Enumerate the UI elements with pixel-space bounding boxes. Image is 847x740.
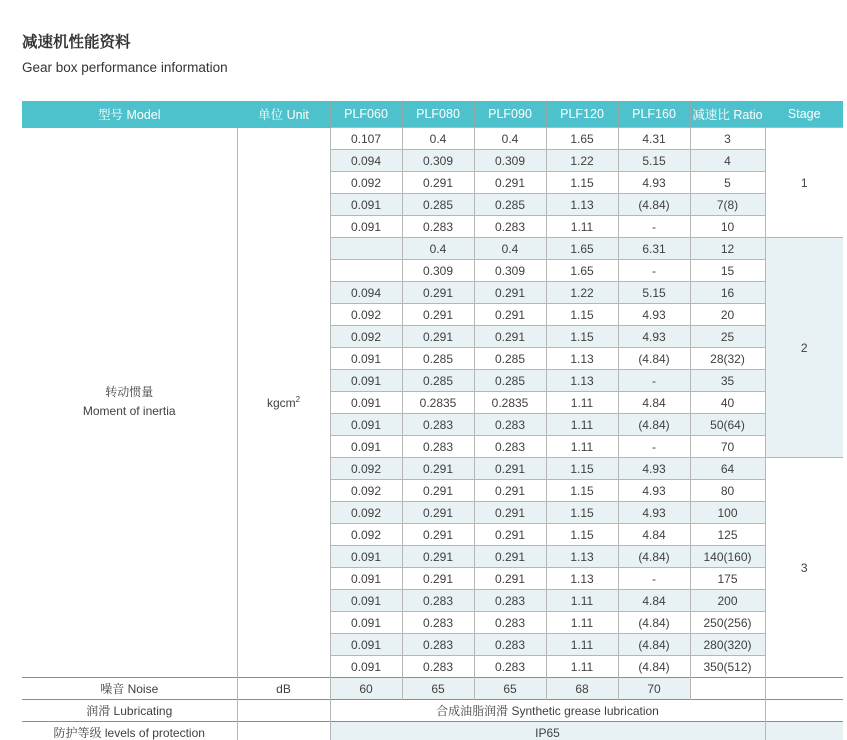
value-cell: 0.283 <box>474 634 546 656</box>
value-cell: 0.2835 <box>402 392 474 414</box>
value-cell: 0.291 <box>474 480 546 502</box>
noise-value-plf080: 65 <box>402 678 474 700</box>
column-header-ratio: 减速比 Ratio <box>690 101 765 128</box>
value-cell: 0.283 <box>402 414 474 436</box>
value-cell: 0.2835 <box>474 392 546 414</box>
column-header-plf090: PLF090 <box>474 101 546 128</box>
value-cell: 0.291 <box>474 568 546 590</box>
value-cell: 0.283 <box>402 634 474 656</box>
value-cell: 0.291 <box>402 524 474 546</box>
value-cell: 0.309 <box>474 150 546 172</box>
value-cell: 0.091 <box>330 194 402 216</box>
protection-row <box>22 722 843 740</box>
protection-value: IP65 <box>330 722 765 740</box>
value-cell: 0.091 <box>330 348 402 370</box>
value-cell: 12 <box>690 238 765 260</box>
value-cell: 0.285 <box>474 348 546 370</box>
value-cell <box>330 238 402 260</box>
value-cell: 0.291 <box>402 546 474 568</box>
value-cell: 64 <box>690 458 765 480</box>
value-cell: 0.091 <box>330 216 402 238</box>
value-cell: 4.93 <box>618 480 690 502</box>
noise-value-plf160: 70 <box>618 678 690 700</box>
value-cell: 0.4 <box>474 128 546 150</box>
value-cell: 200 <box>690 590 765 612</box>
value-cell: 28(32) <box>690 348 765 370</box>
value-cell: (4.84) <box>618 414 690 436</box>
value-cell: 0.283 <box>474 414 546 436</box>
value-cell: 0.4 <box>402 238 474 260</box>
value-cell: 0.291 <box>402 502 474 524</box>
lubricating-row <box>22 700 843 722</box>
column-header-stage: Stage <box>765 101 843 128</box>
value-cell: 4.93 <box>618 172 690 194</box>
table-row <box>22 128 843 150</box>
stage-cell: 1 <box>765 128 843 238</box>
value-cell: (4.84) <box>618 194 690 216</box>
value-cell: (4.84) <box>618 656 690 678</box>
value-cell: 4.93 <box>618 304 690 326</box>
value-cell: - <box>618 436 690 458</box>
value-cell: 4.93 <box>618 502 690 524</box>
unit-base: kgcm <box>266 395 296 410</box>
value-cell: 0.091 <box>330 546 402 568</box>
value-cell: 35 <box>690 370 765 392</box>
value-cell: 0.309 <box>402 150 474 172</box>
lubricating-value: 合成油脂润滑 Synthetic grease lubrication <box>330 700 765 722</box>
value-cell: 15 <box>690 260 765 282</box>
value-cell: 1.22 <box>546 150 618 172</box>
value-cell: 140(160) <box>690 546 765 568</box>
value-cell: 175 <box>690 568 765 590</box>
value-cell: 0.4 <box>402 128 474 150</box>
value-cell: 0.283 <box>474 216 546 238</box>
stage-cell: 2 <box>765 238 843 458</box>
value-cell: 0.291 <box>402 282 474 304</box>
value-cell: 1.11 <box>546 634 618 656</box>
value-cell: 0.107 <box>330 128 402 150</box>
value-cell: 125 <box>690 524 765 546</box>
value-cell: 0.291 <box>402 480 474 502</box>
protection-stage-empty <box>765 722 843 740</box>
value-cell: 25 <box>690 326 765 348</box>
value-cell: 7(8) <box>690 194 765 216</box>
value-cell: 1.11 <box>546 392 618 414</box>
value-cell: 0.291 <box>474 546 546 568</box>
value-cell: 1.65 <box>546 260 618 282</box>
value-cell: 1.15 <box>546 458 618 480</box>
value-cell: 0.291 <box>402 304 474 326</box>
value-cell: 0.091 <box>330 436 402 458</box>
value-cell: 1.22 <box>546 282 618 304</box>
value-cell: - <box>618 260 690 282</box>
value-cell: 1.11 <box>546 216 618 238</box>
value-cell: 70 <box>690 436 765 458</box>
value-cell <box>330 260 402 282</box>
value-cell: 6.31 <box>618 238 690 260</box>
value-cell: 0.091 <box>330 414 402 436</box>
value-cell: 1.13 <box>546 348 618 370</box>
value-cell: 1.15 <box>546 480 618 502</box>
value-cell: 1.13 <box>546 546 618 568</box>
value-cell: - <box>618 568 690 590</box>
value-cell: 0.291 <box>474 502 546 524</box>
value-cell: 1.11 <box>546 436 618 458</box>
value-cell: 0.291 <box>474 282 546 304</box>
column-header-model: 型号 Model <box>22 101 237 128</box>
value-cell: 0.283 <box>474 436 546 458</box>
value-cell: 0.283 <box>402 590 474 612</box>
value-cell: 80 <box>690 480 765 502</box>
value-cell: 4.31 <box>618 128 690 150</box>
value-cell: 0.091 <box>330 590 402 612</box>
value-cell: 0.285 <box>402 370 474 392</box>
value-cell: 0.283 <box>402 656 474 678</box>
value-cell: 20 <box>690 304 765 326</box>
lubricating-stage-empty <box>765 700 843 722</box>
value-cell: 0.309 <box>402 260 474 282</box>
lubricating-label: 润滑 Lubricating <box>22 700 237 722</box>
value-cell: - <box>618 216 690 238</box>
page-subtitle: Gear box performance information <box>22 60 228 75</box>
value-cell: 0.092 <box>330 480 402 502</box>
value-cell: 1.65 <box>546 238 618 260</box>
value-cell: 4.84 <box>618 524 690 546</box>
value-cell: 5.15 <box>618 282 690 304</box>
value-cell: 0.309 <box>474 260 546 282</box>
noise-ratio-empty <box>690 678 765 700</box>
value-cell: 0.291 <box>474 172 546 194</box>
moment-of-inertia-label <box>22 128 237 678</box>
noise-value-plf090: 65 <box>474 678 546 700</box>
unit-superscript: 2 <box>295 394 301 404</box>
unit-value <box>237 128 330 678</box>
value-cell: (4.84) <box>618 546 690 568</box>
value-cell: 1.13 <box>546 568 618 590</box>
value-cell: 0.283 <box>474 656 546 678</box>
value-cell: 280(320) <box>690 634 765 656</box>
value-cell: 5 <box>690 172 765 194</box>
value-cell: 0.092 <box>330 524 402 546</box>
value-cell: 0.092 <box>330 458 402 480</box>
stage-cell: 3 <box>765 458 843 678</box>
column-header-unit: 单位 Unit <box>237 101 330 128</box>
value-cell: (4.84) <box>618 612 690 634</box>
value-cell: 1.15 <box>546 304 618 326</box>
value-cell: 0.091 <box>330 634 402 656</box>
value-cell: 1.15 <box>546 502 618 524</box>
value-cell: 4.93 <box>618 326 690 348</box>
column-header-plf160: PLF160 <box>618 101 690 128</box>
noise-row <box>22 678 843 700</box>
value-cell: 0.291 <box>402 172 474 194</box>
value-cell: 0.094 <box>330 150 402 172</box>
value-cell: 0.283 <box>402 216 474 238</box>
noise-label: 噪音 Noise <box>22 678 237 700</box>
value-cell: 0.291 <box>474 458 546 480</box>
value-cell: 3 <box>690 128 765 150</box>
value-cell: 0.092 <box>330 304 402 326</box>
value-cell: (4.84) <box>618 634 690 656</box>
value-cell: 0.094 <box>330 282 402 304</box>
value-cell: 0.291 <box>402 326 474 348</box>
inertia-rows <box>22 128 843 678</box>
value-cell: 5.15 <box>618 150 690 172</box>
value-cell: 1.11 <box>546 656 618 678</box>
value-cell: 4.84 <box>618 392 690 414</box>
value-cell: 0.291 <box>402 458 474 480</box>
performance-table <box>22 101 843 740</box>
value-cell: 0.285 <box>474 194 546 216</box>
value-cell: 250(256) <box>690 612 765 634</box>
value-cell: 1.15 <box>546 524 618 546</box>
noise-value-plf060: 60 <box>330 678 402 700</box>
value-cell: 0.4 <box>474 238 546 260</box>
value-cell: 1.11 <box>546 414 618 436</box>
value-cell: 0.091 <box>330 370 402 392</box>
row-label-zh: 转动惯量 <box>105 385 154 400</box>
value-cell: 0.285 <box>474 370 546 392</box>
value-cell: 0.091 <box>330 392 402 414</box>
value-cell: 0.291 <box>402 568 474 590</box>
value-cell: 50(64) <box>690 414 765 436</box>
column-header-plf080: PLF080 <box>402 101 474 128</box>
value-cell: 10 <box>690 216 765 238</box>
value-cell: 1.13 <box>546 194 618 216</box>
value-cell: 0.291 <box>474 326 546 348</box>
value-cell: 0.283 <box>474 612 546 634</box>
header-row <box>22 101 843 128</box>
page-title: 减速机性能资料 <box>22 34 131 51</box>
value-cell: 4.84 <box>618 590 690 612</box>
protection-unit-empty <box>237 722 330 740</box>
value-cell: (4.84) <box>618 348 690 370</box>
value-cell: 0.285 <box>402 348 474 370</box>
bottom-rows <box>22 678 843 740</box>
noise-unit: dB <box>237 678 330 700</box>
value-cell: 0.283 <box>474 590 546 612</box>
value-cell: 0.091 <box>330 656 402 678</box>
value-cell: 40 <box>690 392 765 414</box>
value-cell: 0.092 <box>330 326 402 348</box>
lubricating-unit-empty <box>237 700 330 722</box>
value-cell: 1.65 <box>546 128 618 150</box>
value-cell: 0.291 <box>474 524 546 546</box>
value-cell: 1.11 <box>546 590 618 612</box>
row-label-en: Moment of inertia <box>82 404 176 419</box>
column-header-plf060: PLF060 <box>330 101 402 128</box>
noise-value-plf120: 68 <box>546 678 618 700</box>
value-cell: 0.283 <box>402 612 474 634</box>
value-cell: 0.283 <box>402 436 474 458</box>
noise-stage-empty <box>765 678 843 700</box>
value-cell: 0.092 <box>330 502 402 524</box>
value-cell: 0.091 <box>330 568 402 590</box>
value-cell: 1.15 <box>546 172 618 194</box>
value-cell: 4.93 <box>618 458 690 480</box>
column-header-plf120: PLF120 <box>546 101 618 128</box>
value-cell: 4 <box>690 150 765 172</box>
value-cell: 1.13 <box>546 370 618 392</box>
value-cell: 1.11 <box>546 612 618 634</box>
value-cell: 0.291 <box>474 304 546 326</box>
value-cell: 0.092 <box>330 172 402 194</box>
value-cell: 0.091 <box>330 612 402 634</box>
value-cell: 100 <box>690 502 765 524</box>
value-cell: 1.15 <box>546 326 618 348</box>
value-cell: 350(512) <box>690 656 765 678</box>
value-cell: 0.285 <box>402 194 474 216</box>
value-cell: 16 <box>690 282 765 304</box>
protection-label: 防护等级 levels of protection <box>22 722 237 740</box>
value-cell: - <box>618 370 690 392</box>
